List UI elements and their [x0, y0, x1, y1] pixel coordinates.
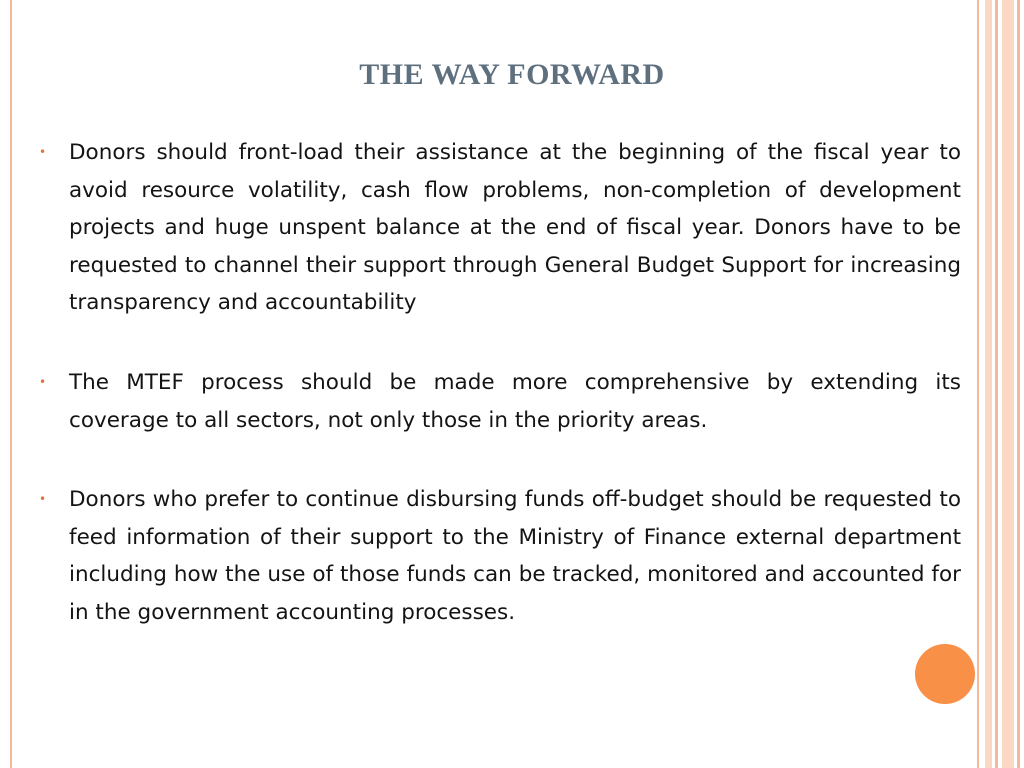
bullet-text: Donors should front-load their assistance at the beginning of the fiscal year to avoid resource volatility, cash flow problems, non-completion of development projects and huge unspent balance at the end of fiscal year. Donors have to be requested to channel their support through General Budget Support for increasing transparency and accountability [69, 140, 961, 316]
left-border-line [10, 0, 12, 768]
bullet-list [39, 134, 961, 674]
right-border-line [1017, 0, 1020, 768]
bullet-text: Donors who prefer to continue disbursing funds off-budget should be requested to feed information of their support to the Ministry of Finance external department including how the use of those funds can be tracked, monitored and accounted for in the government accounting processes. [69, 487, 961, 625]
right-border-stripes [977, 0, 1024, 768]
bullet-item [39, 481, 961, 631]
bullet-dot-icon: • [39, 492, 47, 507]
bullet-dot-icon: • [39, 145, 47, 159]
bullet-dot-icon: • [39, 374, 47, 389]
bullet-item [39, 134, 961, 322]
accent-circle [915, 644, 975, 704]
slide-title: THE WAY FORWARD [359, 58, 665, 91]
right-border-band [1002, 0, 1014, 768]
right-border-line [995, 0, 998, 768]
right-border-line [977, 0, 979, 768]
right-border-band [985, 0, 992, 768]
bullet-text: The MTEF process should be made more comprehensive by extending its coverage to all sectors, not only those in the priority areas. [69, 369, 961, 433]
bullet-item [39, 364, 961, 439]
